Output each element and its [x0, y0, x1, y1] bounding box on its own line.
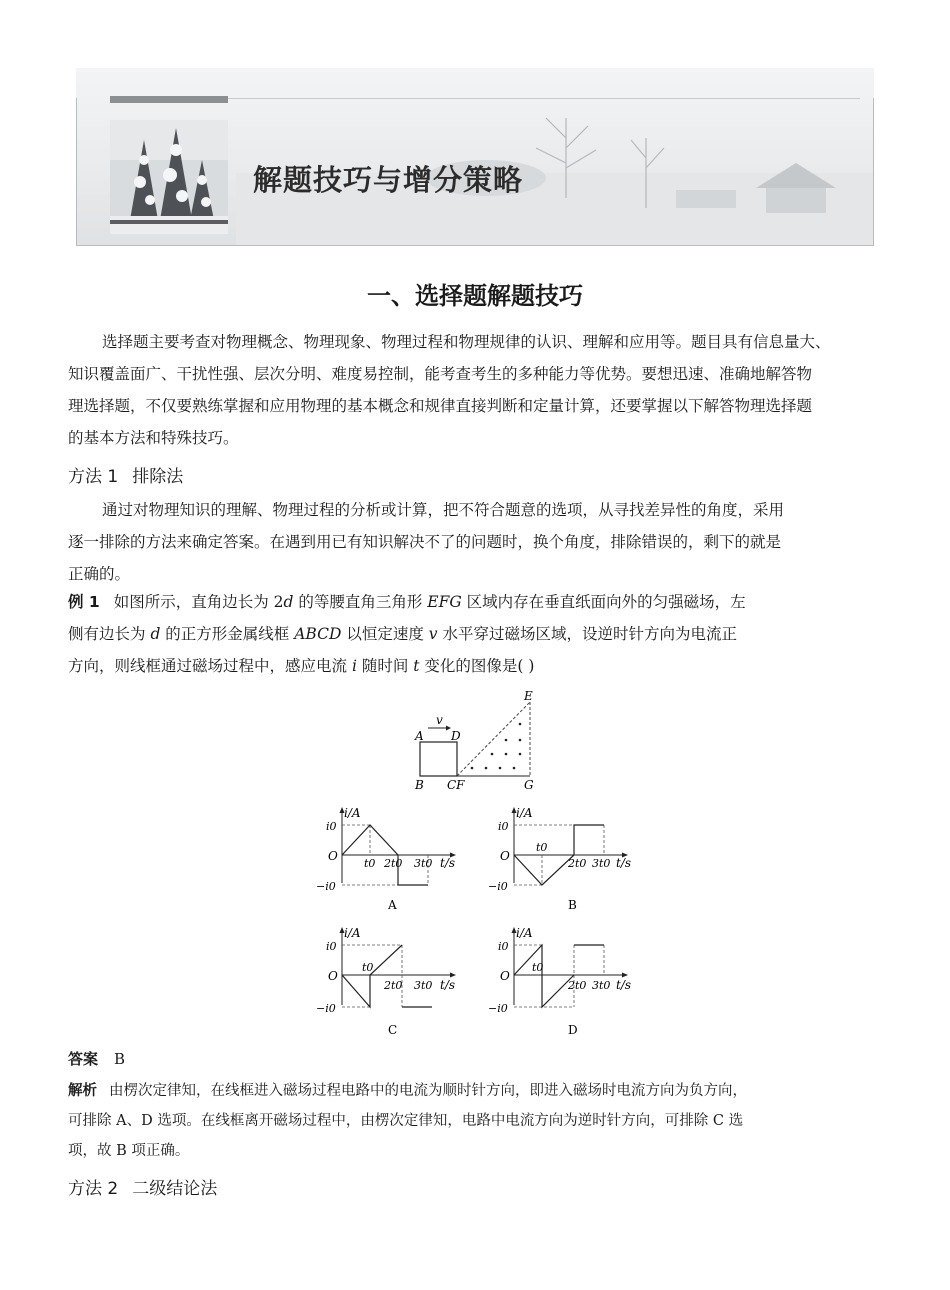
x-axis-label: t/s — [616, 978, 632, 992]
option-label-B: B — [568, 898, 577, 912]
graph-option-A — [312, 803, 462, 913]
tick-2t0: 2t0 — [568, 857, 587, 870]
x-axis-label: t/s — [440, 978, 456, 992]
example1-line: 方向，则线框通过磁场过程中，感应电流 i 随时间 t 变化的图像是( ) — [68, 657, 535, 675]
y-axis-label: i/A — [516, 926, 533, 940]
method2-number: 方法 2 — [68, 1179, 119, 1199]
tick-3t0: 3t0 — [414, 979, 433, 992]
banner-accent-bar — [110, 96, 228, 103]
method1-heading — [68, 462, 183, 487]
x-axis-label: t/s — [440, 856, 456, 870]
label-A: A — [415, 729, 424, 743]
magnetic-field-diagram — [400, 690, 560, 794]
tick-t0: t0 — [362, 961, 374, 974]
graph-option-B — [484, 803, 634, 913]
tick-2t0: 2t0 — [384, 979, 403, 992]
label-v: v — [436, 713, 443, 727]
method1-paragraph — [68, 494, 882, 590]
intro-paragraph — [68, 326, 882, 454]
intro-line: 理选择题，不仅要熟练掌握和应用物理的基本概念和规律直接判断和定量计算，还要掌握以下解答物理选择题 — [68, 397, 813, 415]
tick-3t0: 3t0 — [592, 857, 611, 870]
method2-name: 二级结论法 — [132, 1179, 218, 1199]
method2-heading — [68, 1174, 217, 1199]
tick-neg-i0: −i0 — [488, 1002, 508, 1015]
field-dots — [471, 723, 522, 770]
label-E: E — [524, 690, 533, 703]
option-label-D: D — [568, 1023, 578, 1037]
square-frame — [420, 742, 457, 776]
tick-2t0: 2t0 — [384, 857, 403, 870]
option-label-C: C — [388, 1023, 398, 1037]
triangle-hypotenuse — [457, 702, 530, 776]
intro-line: 的基本方法和特殊技巧。 — [68, 429, 239, 447]
option-label-A: A — [388, 898, 397, 912]
tick-t0: t0 — [536, 841, 548, 854]
tick-t0: t0 — [532, 961, 544, 974]
label-D: D — [451, 729, 461, 743]
method1-number: 方法 1 — [68, 467, 119, 487]
tick-i0: i0 — [326, 940, 337, 953]
answer-line — [68, 1048, 125, 1069]
origin-label: O — [328, 969, 338, 983]
label-G: G — [524, 778, 534, 792]
tick-t0: t0 — [364, 857, 376, 870]
method1-line: 通过对物理知识的理解、物理过程的分析或计算，把不符合题意的选项，从寻找差异性的角度，采用 — [102, 501, 785, 519]
method1-line: 正确的。 — [68, 565, 131, 583]
tick-3t0: 3t0 — [414, 857, 433, 870]
graph-option-C — [312, 923, 462, 1038]
analysis-line: 解析 由楞次定律知，在线框进入磁场过程电路中的电流为顺时针方向，即进入磁场时电流方向为负方向， — [68, 1083, 747, 1099]
analysis-line: 项，故 B 项正确。 — [68, 1143, 190, 1159]
method1-line: 逐一排除的方法来确定答案。在遇到用已有知识解决不了的问题时，换个角度，排除错误的，剩下的就是 — [68, 533, 782, 551]
example1-question — [68, 586, 882, 682]
header-banner — [76, 68, 874, 246]
y-axis-label: i/A — [516, 806, 533, 820]
tick-i0: i0 — [498, 940, 509, 953]
y-axis-label: i/A — [344, 806, 361, 820]
tick-3t0: 3t0 — [592, 979, 611, 992]
analysis-label: 解析 — [68, 1083, 97, 1099]
method1-name: 排除法 — [132, 467, 184, 487]
tick-neg-i0: −i0 — [316, 880, 336, 893]
example1-line: 例 1 如图所示，直角边长为 2d 的等腰直角三角形 EFG 区域内存在垂直纸面向外的匀强磁场，左 — [68, 593, 746, 611]
label-CF: CF — [447, 778, 465, 792]
snowy-tree-photo — [110, 120, 228, 234]
tick-neg-i0: −i0 — [316, 1002, 336, 1015]
graph-option-D — [484, 923, 634, 1038]
tick-2t0: 2t0 — [568, 979, 587, 992]
origin-label: O — [500, 849, 510, 863]
x-axis-label: t/s — [616, 856, 632, 870]
intro-line: 选择题主要考查对物理概念、物理现象、物理过程和物理规律的认识、理解和应用等。题目具有信息量大、 — [102, 333, 831, 351]
origin-label: O — [328, 849, 338, 863]
origin-label: O — [500, 969, 510, 983]
y-axis-label: i/A — [344, 926, 361, 940]
analysis-line: 可排除 A、D 选项。在线框离开磁场过程中，由楞次定律知，电路中电流方向为逆时针方向，可排除 C 选 — [68, 1113, 744, 1129]
tick-i0: i0 — [326, 820, 337, 833]
answer-label: 答案 — [68, 1050, 99, 1068]
tick-i0: i0 — [498, 820, 509, 833]
example1-line: 侧有边长为 d 的正方形金属线框 ABCD 以恒定速度 v 水平穿过磁场区域，设逆时针方向为电流正 — [68, 625, 737, 643]
example1-label: 例 1 — [68, 593, 100, 611]
section-title: 一、选择题解题技巧 — [367, 281, 583, 310]
tick-neg-i0: −i0 — [488, 880, 508, 893]
label-B: B — [415, 778, 424, 792]
analysis-paragraph — [68, 1076, 888, 1166]
intro-line: 知识覆盖面广、干扰性强、层次分明、难度易控制，能考查考生的多种能力等优势。要想迅速、准确地解答物 — [68, 365, 813, 383]
banner-title: 解题技巧与增分策略 — [253, 163, 524, 197]
answer-value: B — [114, 1050, 126, 1068]
